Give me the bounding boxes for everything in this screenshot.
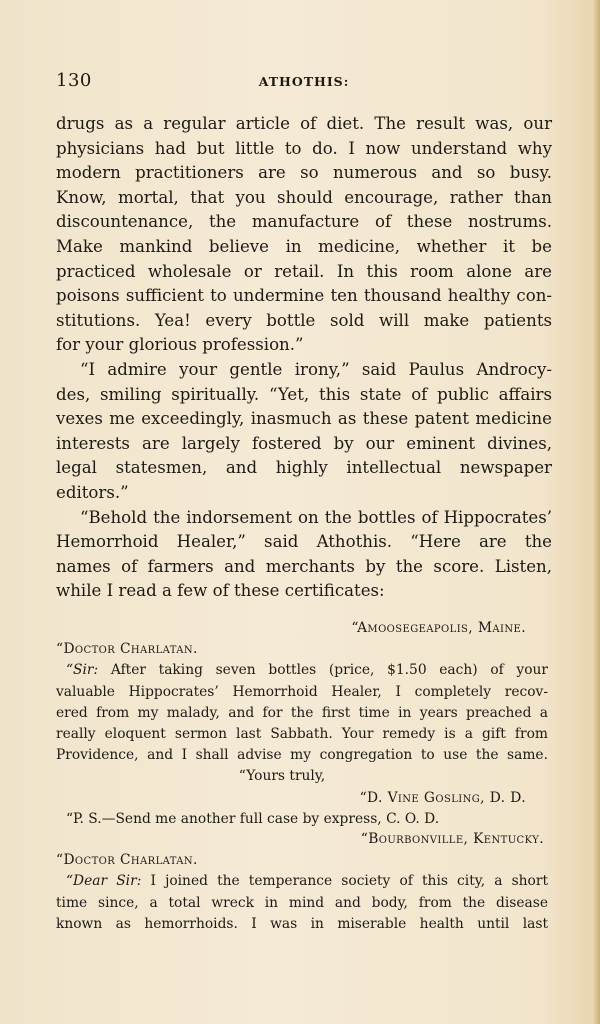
letter-line: time since, a total wreck in mind and body, from the disease [56,894,548,911]
text-line: names of farmers and merchants by the score. Listen, [56,556,552,576]
text-line: for your glorious profession.” [56,335,304,355]
letter-opening: “Dear Sir: [66,873,142,890]
text-line: interests are largely fostered by our eminent divines, [56,433,552,453]
text-line: stitutions. Yea! every bottle sold will make patients [56,310,552,330]
letter-place: “Amoosegeapolis, Maine. [351,620,526,636]
certificate-letter-1 [56,618,548,830]
text-line: poisons sufficient to undermine ten thousand healthy con- [56,286,552,306]
text-line: drugs as a regular article of diet. The result was, our [56,114,552,133]
letter-salutation: “Doctor Charlatan. [56,641,198,658]
letter-line: valuable Hippocrates’ Hemorrhoid Healer, I completely recov- [56,683,548,700]
page-edge [594,0,600,1024]
letter-text: After taking seven bottles (price, $1.50 each) of your [110,662,548,679]
certificate-letter-2 [56,829,548,935]
letter-line [56,660,548,681]
text-line: legal statesmen, and highly intellectual newspaper [56,458,552,478]
page-number: 130 [56,70,92,91]
text-line: Hemorrhoid Healer,” said Athothis. “Here are the [56,532,552,552]
text-line: Know, mortal, that you should encourage, rather than [56,187,552,207]
text-line: vexes me exceedingly, inasmuch as these patent medicine [56,409,552,429]
text-line: “Behold the indorsement on the bottles of Hippocrates’ [80,507,552,527]
letter-line: ered from my malady, and for the first time in years preached a [56,704,548,721]
text-line: discountenance, the manufacture of these nostrums. [56,212,552,232]
letter-place: “Bourbonville, Kentucky. [360,831,544,847]
letter-text: I joined the temperance society of this city, a short [150,873,548,890]
text-line: modern practitioners are so numerous and so busy. [56,163,552,183]
text-line: editors.” [56,482,129,502]
letter-line: Providence, and I shall advise my congregation to use the same. [56,747,548,764]
text-line: Make mankind believe in medicine, whether it be [56,236,552,256]
letter-line: known as hemorrhoids. I was in miserable health until last [56,915,548,932]
letter-closing: “Yours truly, [238,768,326,785]
body-text [56,112,552,604]
letter-salutation: “Doctor Charlatan. [56,852,198,869]
text-line: physicians had but little to do. I now understand why [56,138,552,158]
letter-postscript: “P. S.—Send me another full case by express, C. O. D. [66,810,440,827]
letter-line [56,871,548,892]
letter-opening: “Sir: [66,662,99,679]
text-line: while I read a few of these certificates: [56,581,385,601]
letter-signature: “D. Vine Gosling, D. D. [359,789,526,806]
text-line: practiced wholesale or retail. In this room alone are [56,261,552,281]
letter-line: really eloquent sermon last Sabbath. Your remedy is a gift from [56,725,548,742]
page-header [56,70,552,96]
running-title: ATHOTHIS: [258,74,350,89]
text-line: “I admire your gentle irony,” said Paulus Androcy- [80,359,552,379]
text-line: des, smiling spiritually. “Yet, this state of public affairs [56,384,552,404]
